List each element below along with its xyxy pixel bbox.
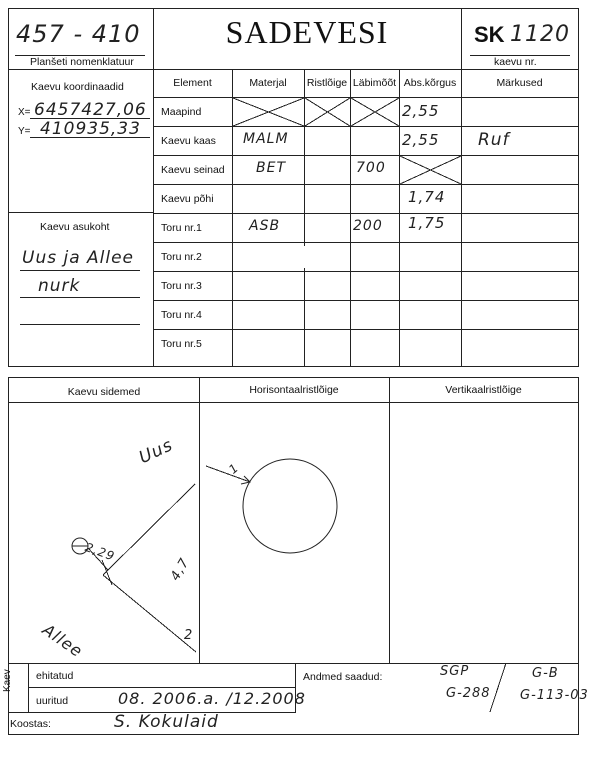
row-label: Toru nr.5 [161, 338, 202, 350]
page-title: SADEVESI [225, 14, 389, 50]
section-connections: Kaevu sidemed [67, 386, 141, 398]
y-coordinate: 410935,33 [40, 119, 141, 139]
row-label: Toru nr.2 [161, 251, 202, 263]
data-received-label: Andmed saadud: [303, 671, 383, 683]
row-label: Kaevu kaas [161, 135, 216, 147]
data-source: G-B [532, 666, 559, 681]
data-source: G-113-03 [520, 688, 589, 703]
row-label: Kaevu põhi [161, 193, 214, 205]
nomenclature-value: 457 - 410 [16, 20, 141, 48]
location-label: Kaevu asukoht [40, 221, 110, 233]
data-source: SGP [440, 664, 470, 679]
row-label: Kaevu seinad [161, 164, 225, 176]
section-vertical: Vertikaalristlõige [445, 384, 522, 396]
dimension-label: 4,7 [168, 555, 193, 584]
material-value: MALM [243, 131, 289, 147]
abs-value: 2,55 [402, 102, 440, 120]
row-label: Maapind [161, 106, 202, 118]
street-label-allee: Allee [39, 620, 87, 662]
coords-label: Kaevu koordinaadid [31, 81, 124, 93]
data-source: G-288 [446, 686, 491, 701]
built-label: ehitatud [36, 670, 74, 682]
well-number: 1120 [510, 22, 570, 47]
row-label: Toru nr.3 [161, 280, 202, 292]
row-label: Toru nr.4 [161, 309, 202, 321]
col-notes: Märkused [496, 77, 543, 89]
col-diameter: Läbimõõt [352, 77, 397, 89]
well-label: kaevu nr. [494, 56, 537, 68]
col-abs-height: Abs.kõrgus [403, 77, 457, 89]
nomenclature-label: Planšeti nomenklatuur [30, 56, 134, 68]
x-label: X= [18, 107, 31, 118]
material-value: ASB [249, 218, 281, 234]
dimension-label: 2,29 [83, 540, 117, 564]
row-label: Toru nr.1 [161, 222, 202, 234]
surveyed-label: uuritud [36, 695, 69, 707]
abs-value: 1,75 [408, 214, 446, 232]
well-prefix: SK [474, 22, 505, 47]
x-coordinate: 6457427,06 [34, 100, 147, 120]
col-material: Materjal [249, 77, 287, 89]
compiled-label: Koostas: [10, 718, 51, 730]
y-label: Y= [18, 126, 31, 137]
street-label-uus: Uus [136, 435, 177, 469]
location-line1: Uus ja Allee [22, 248, 135, 268]
surveyed-value: 08. 2006.a. /12.2008 [118, 689, 306, 708]
col-cross-section: Ristlõige [306, 77, 348, 89]
diameter-value: 200 [353, 218, 383, 234]
section-horizontal: Horisontaalristlõige [249, 384, 339, 396]
location-line2: nurk [38, 276, 81, 296]
material-value: BET [256, 160, 287, 176]
abs-value: 1,74 [408, 188, 446, 206]
notes-value: Ruf [478, 130, 510, 150]
diameter-value: 700 [356, 160, 386, 176]
horizontal-sketch [206, 459, 337, 553]
dimension-label: 2 [184, 628, 194, 643]
compiled-signature: S. Kokulaid [114, 712, 219, 732]
pipe-arrow-label: 1 [226, 460, 242, 477]
col-element: Element [173, 77, 212, 89]
kaev-label: Kaev [2, 669, 13, 692]
abs-value: 2,55 [402, 131, 440, 149]
